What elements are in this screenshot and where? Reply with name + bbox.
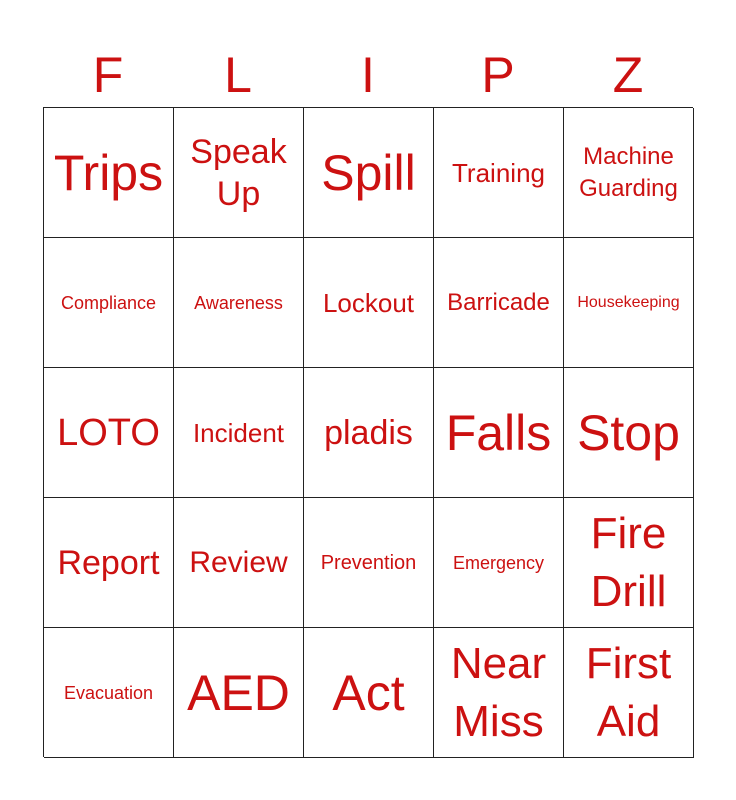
cell-label: LOTO xyxy=(57,411,160,454)
bingo-cell[interactable] xyxy=(304,368,434,498)
bingo-cell[interactable] xyxy=(564,628,694,758)
bingo-card-grid xyxy=(43,107,693,757)
bingo-cell[interactable] xyxy=(44,238,174,368)
bingo-cell[interactable] xyxy=(304,108,434,238)
bingo-cell[interactable] xyxy=(564,108,694,238)
cell-label: Incident xyxy=(192,417,285,448)
bingo-cell[interactable] xyxy=(44,108,174,238)
bingo-cell[interactable] xyxy=(174,368,304,498)
cell-label: Speak Up xyxy=(190,132,287,213)
bingo-cell[interactable] xyxy=(44,368,174,498)
cell-label: Spill xyxy=(321,144,416,201)
cell-label: Awareness xyxy=(194,292,283,313)
bingo-cell[interactable] xyxy=(434,238,564,368)
bingo-cell[interactable] xyxy=(564,498,694,628)
cell-label: Fire Drill xyxy=(590,508,667,616)
cell-label: Machine Guarding xyxy=(579,142,678,202)
cell-label: Compliance xyxy=(60,292,157,313)
cell-label: Near Miss xyxy=(450,638,547,746)
cell-label: Emergency xyxy=(452,552,545,573)
header-letter-l: L xyxy=(224,47,252,103)
cell-label: Review xyxy=(189,545,288,579)
bingo-cell[interactable] xyxy=(304,238,434,368)
bingo-cell[interactable] xyxy=(434,628,564,758)
bingo-cell[interactable] xyxy=(304,628,434,758)
bingo-cell[interactable] xyxy=(174,238,304,368)
cell-label: Housekeeping xyxy=(577,293,680,311)
bingo-cell[interactable] xyxy=(434,498,564,628)
bingo-cell[interactable] xyxy=(44,498,174,628)
header-letter-i: I xyxy=(361,47,375,103)
cell-label: Barricade xyxy=(447,288,550,316)
cell-label: AED xyxy=(187,664,290,721)
header-letter-p: P xyxy=(481,47,515,103)
cell-label: Prevention xyxy=(320,551,417,574)
cell-label: Falls xyxy=(445,404,552,461)
header-letter-f: F xyxy=(92,47,124,103)
bingo-cell[interactable] xyxy=(564,368,694,498)
cell-label: Evacuation xyxy=(63,682,154,703)
bingo-header xyxy=(43,44,693,106)
cell-label: First Aid xyxy=(585,638,672,746)
bingo-cell[interactable] xyxy=(304,498,434,628)
header-letter-z: Z xyxy=(612,47,644,103)
cell-label: Training xyxy=(452,157,545,188)
cell-label: Stop xyxy=(577,404,680,461)
bingo-cell[interactable] xyxy=(564,238,694,368)
bingo-cell[interactable] xyxy=(174,498,304,628)
bingo-cell[interactable] xyxy=(44,628,174,758)
cell-label: Trips xyxy=(53,144,164,201)
bingo-cell[interactable] xyxy=(434,108,564,238)
cell-label: pladis xyxy=(324,413,413,452)
cell-label: Lockout xyxy=(322,287,415,318)
bingo-cell[interactable] xyxy=(174,108,304,238)
cell-label: Report xyxy=(57,543,160,582)
bingo-cell[interactable] xyxy=(434,368,564,498)
bingo-cell[interactable] xyxy=(174,628,304,758)
cell-label: Act xyxy=(332,664,405,721)
